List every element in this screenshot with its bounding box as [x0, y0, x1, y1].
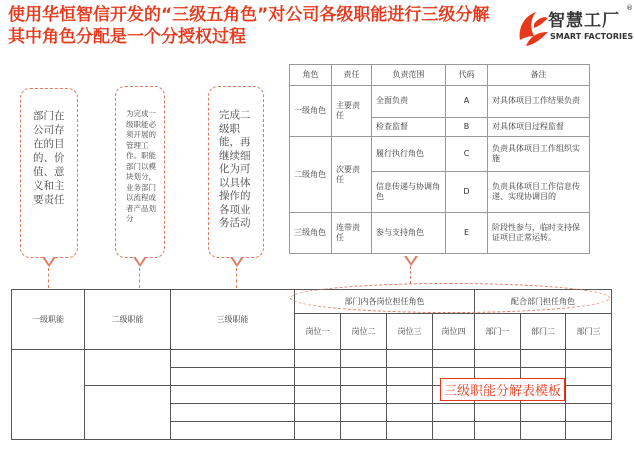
header-note: 备注 — [488, 65, 590, 86]
header-department-3: 部门三 — [566, 314, 612, 350]
table-row — [290, 137, 590, 172]
code-cell: A — [446, 85, 488, 117]
company-logo-icon — [516, 6, 550, 50]
responsibility-cell: 次要责任 — [332, 137, 372, 213]
role-cell: 二级角色 — [290, 137, 332, 213]
level2-description-bubble — [115, 86, 165, 258]
header-internal-roles: 部门内各岗位担任角色 — [295, 290, 475, 314]
header-responsibility: 责任 — [332, 65, 372, 86]
bubble-connector-2 — [139, 268, 140, 288]
table-connector — [410, 266, 411, 284]
scope-cell: 参与支持角色 — [372, 212, 446, 253]
role-definition-table — [289, 64, 590, 254]
table-pointer — [404, 256, 418, 266]
header-role: 角色 — [290, 65, 332, 86]
level2-description: 为完成一级职能必须开展的管理工作。职能部门以模块划分，业务部门以流程或者产品划分 — [126, 109, 156, 223]
header-position-4: 岗位四 — [433, 314, 475, 350]
level1-description-bubble — [20, 88, 78, 258]
logo — [516, 6, 634, 54]
title-line-1: 使用华恒智信开发的“三级五角色”对公司各级职能进行三级分解 — [8, 5, 490, 25]
level3-description-bubble — [208, 86, 264, 258]
header-department-2: 部门二 — [521, 314, 566, 350]
bubble-pointer-2 — [133, 257, 147, 267]
role-table-header-row — [290, 65, 590, 86]
note-cell: 负责具体项目工作组织实施 — [488, 137, 590, 172]
header-external-roles: 配合部门担任角色 — [475, 290, 612, 314]
header-position-1: 岗位一 — [295, 314, 341, 350]
logo-text-en: SMART FACTORIES — [550, 32, 634, 41]
responsibility-cell: 主要责任 — [332, 85, 372, 137]
header-department-1: 部门一 — [475, 314, 521, 350]
role-header-highlight — [290, 283, 610, 313]
scope-cell: 全面负责 — [372, 85, 446, 117]
table-row — [12, 350, 612, 368]
logo-text-cn: 智慧工厂 — [548, 11, 620, 31]
note-cell: 对具体项目过程监督 — [488, 117, 590, 136]
header-scope: 负责范围 — [372, 65, 446, 86]
template-stamp: 三级职能分解表模板 — [440, 378, 565, 401]
header-level2-function: 二级职能 — [85, 290, 171, 350]
code-cell: C — [446, 137, 488, 172]
bubble-connector-1 — [48, 268, 49, 288]
function-decomposition-table — [11, 289, 612, 440]
registered-mark: ® — [626, 4, 633, 12]
note-cell: 阶段性参与，临时支持保证项目正常运转。 — [488, 212, 590, 253]
header-position-3: 岗位三 — [387, 314, 433, 350]
header-code: 代码 — [446, 65, 488, 86]
code-cell: E — [446, 212, 488, 253]
table-row — [290, 85, 590, 117]
header-level3-function: 三级职能 — [171, 290, 295, 350]
page-title — [8, 4, 528, 48]
role-cell: 三级角色 — [290, 212, 332, 253]
responsibility-cell: 连带责任 — [332, 212, 372, 253]
scope-cell: 信息传递与协调角色 — [372, 171, 446, 212]
level1-description: 部门在公司存在的目的、价值、意义和主要责任 — [33, 110, 65, 206]
level3-description: 完成二级职能，再继续细化为可以具体操作的各项业务活动 — [219, 109, 251, 229]
scope-cell: 检查监督 — [372, 117, 446, 136]
code-cell: D — [446, 171, 488, 212]
title-line-2: 其中角色分配是一个分授权过程 — [8, 27, 246, 47]
header-position-2: 岗位二 — [341, 314, 387, 350]
bubble-pointer-3 — [230, 257, 244, 267]
scope-cell: 履行执行角色 — [372, 137, 446, 172]
note-cell: 负责具体项目工作信息传递、实现协调目的 — [488, 171, 590, 212]
code-cell: B — [446, 117, 488, 136]
role-cell: 一级角色 — [290, 85, 332, 137]
header-level1-function: 一级职能 — [12, 290, 85, 350]
bubble-pointer-1 — [42, 257, 56, 267]
note-cell: 对具体项目工作结果负责 — [488, 85, 590, 117]
bubble-connector-3 — [236, 268, 237, 288]
table-row — [290, 212, 590, 253]
